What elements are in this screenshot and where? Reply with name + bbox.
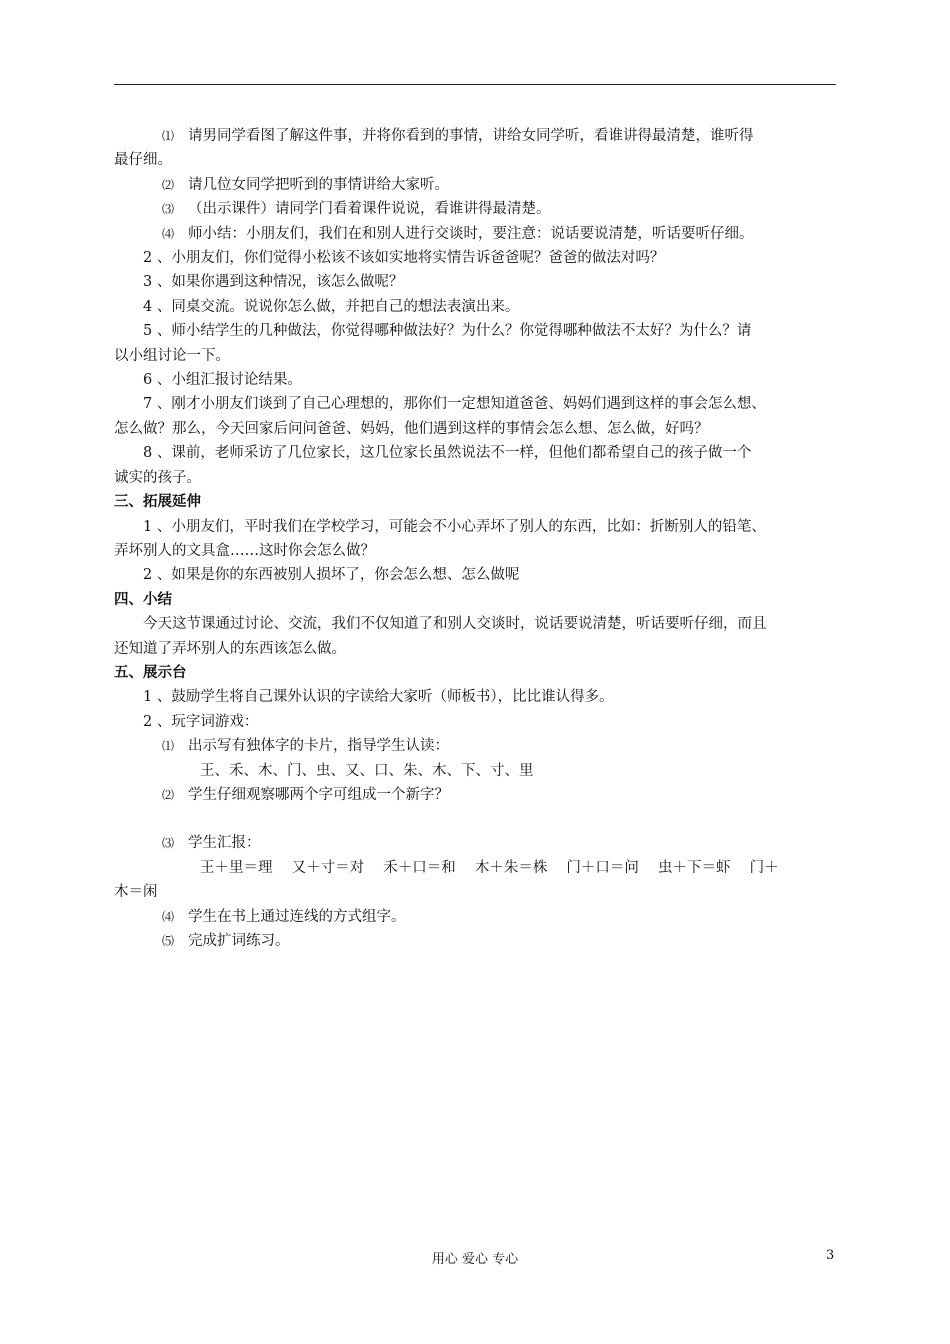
item-number: ⑵ xyxy=(162,787,175,802)
item-text: 学生在书上通过连线的方式组字。 xyxy=(188,908,406,925)
item-text: （出示课件）请同学门看着课件说说，看谁讲得最清楚。 xyxy=(188,201,551,218)
numbered-item xyxy=(114,197,838,221)
paragraph: 6 、小组汇报讨论结果。 xyxy=(143,372,302,389)
footer-motto: 用心 爱心 专心 xyxy=(431,1252,519,1267)
item-continuation: 最仔细。 xyxy=(114,152,172,169)
item-text: 师小结：小朋友们，我们在和别人进行交谈时，要注意：说话要说清楚，听话要听仔细。 xyxy=(188,225,754,242)
item-number: ⑴ xyxy=(162,739,175,754)
numbered-item xyxy=(114,222,838,246)
item-number: ⑶ xyxy=(162,836,175,851)
paragraph-continuation: 怎么做？那么，今天回家后问问爸爸、妈妈，他们遇到这样的事情会怎么想、怎么做，好吗？ xyxy=(114,420,709,437)
paragraph: 1 、小朋友们，平时我们在学校学习，可能会不小心弄坏了别人的东西，比如：折断别人的铅笔、 xyxy=(143,518,766,535)
paragraph: 2 、玩字词游戏： xyxy=(143,713,259,730)
item-number: ⑶ xyxy=(162,202,175,217)
blank-line xyxy=(114,807,838,831)
item-text: 出示写有独体字的卡片，指导学生认读： xyxy=(188,738,449,755)
paragraph-continuation: 以小组讨论一下。 xyxy=(114,347,230,364)
item-number: ⑷ xyxy=(162,909,175,924)
item-text: 完成扩词练习。 xyxy=(188,933,290,949)
paragraph: 2 、小朋友们，你们觉得小松该不该如实地将实情告诉爸爸呢？爸爸的做法对吗？ xyxy=(143,250,665,267)
item-number: ⑸ xyxy=(162,934,175,948)
item-text: 请几位女同学把听到的事情讲给大家听。 xyxy=(188,176,449,193)
paragraph-continuation: 诚实的孩子。 xyxy=(114,469,201,486)
document-body xyxy=(114,124,838,953)
item-text: 学生汇报： xyxy=(188,835,261,852)
numbered-item xyxy=(114,929,838,953)
paragraph: 8 、课前，老师采访了几位家长，这几位家长虽然说法不一样，但他们都希望自己的孩子做一个 xyxy=(143,445,752,462)
section-heading: 四、小结 xyxy=(114,591,172,608)
numbered-item xyxy=(114,831,838,855)
section-heading: 五、展示台 xyxy=(114,664,187,681)
section-heading: 三、拓展延伸 xyxy=(114,494,201,511)
numbered-item xyxy=(114,173,838,197)
paragraph: 4 、同桌交流。说说你怎么做，并把自己的想法表演出来。 xyxy=(143,298,520,315)
numbered-item xyxy=(114,905,838,929)
paragraph: 2 、如果是你的东西被别人损坏了，你会怎么想、怎么做呢 xyxy=(143,567,520,584)
character-list: 王、禾、木、门、虫、又、口、朱、木、下、寸、里 xyxy=(200,762,534,779)
item-text: 请男同学看图了解这件事，并将你看到的事情，讲给女同学听，看谁讲得最清楚，谁听得 xyxy=(188,128,754,144)
item-number: ⑵ xyxy=(162,177,175,192)
equation-line: 王＋里＝理 又＋寸＝对 禾＋口＝和 木＋朱＝株 门＋口＝问 虫＋下＝虾 门＋ xyxy=(200,859,779,876)
item-number: ⑴ xyxy=(162,129,175,143)
paragraph: 1 、鼓励学生将自己课外认识的字读给大家听（师板书），比比谁认得多。 xyxy=(143,689,614,706)
paragraph-continuation: 还知道了弄坏别人的东西该怎么做。 xyxy=(114,640,346,657)
numbered-item xyxy=(114,783,838,807)
numbered-item xyxy=(114,734,838,758)
page-number: 3 xyxy=(826,1248,835,1263)
paragraph: 5 、师小结学生的几种做法，你觉得哪种做法好？为什么？你觉得哪种做法不太好？为什么？请 xyxy=(143,323,752,340)
header-rule xyxy=(114,84,836,85)
item-text: 学生仔细观察哪两个字可组成一个新字？ xyxy=(188,786,449,803)
paragraph-continuation: 弄坏别人的文具盒……这时你会怎么做？ xyxy=(114,542,375,559)
paragraph: 今天这节课通过讨论、交流，我们不仅知道了和别人交谈时，说话要说清楚，听话要听仔细，而且 xyxy=(143,616,767,633)
item-number: ⑷ xyxy=(162,226,175,241)
equation-continuation: 木＝闲 xyxy=(114,884,158,901)
paragraph: 7 、刚才小朋友们谈到了自己心理想的，那你们一定想知道爸爸、妈妈们遇到这样的事会怎么想、 xyxy=(143,396,766,413)
numbered-item xyxy=(114,124,838,148)
paragraph: 3 、如果你遇到这种情况，该怎么做呢？ xyxy=(143,274,404,291)
